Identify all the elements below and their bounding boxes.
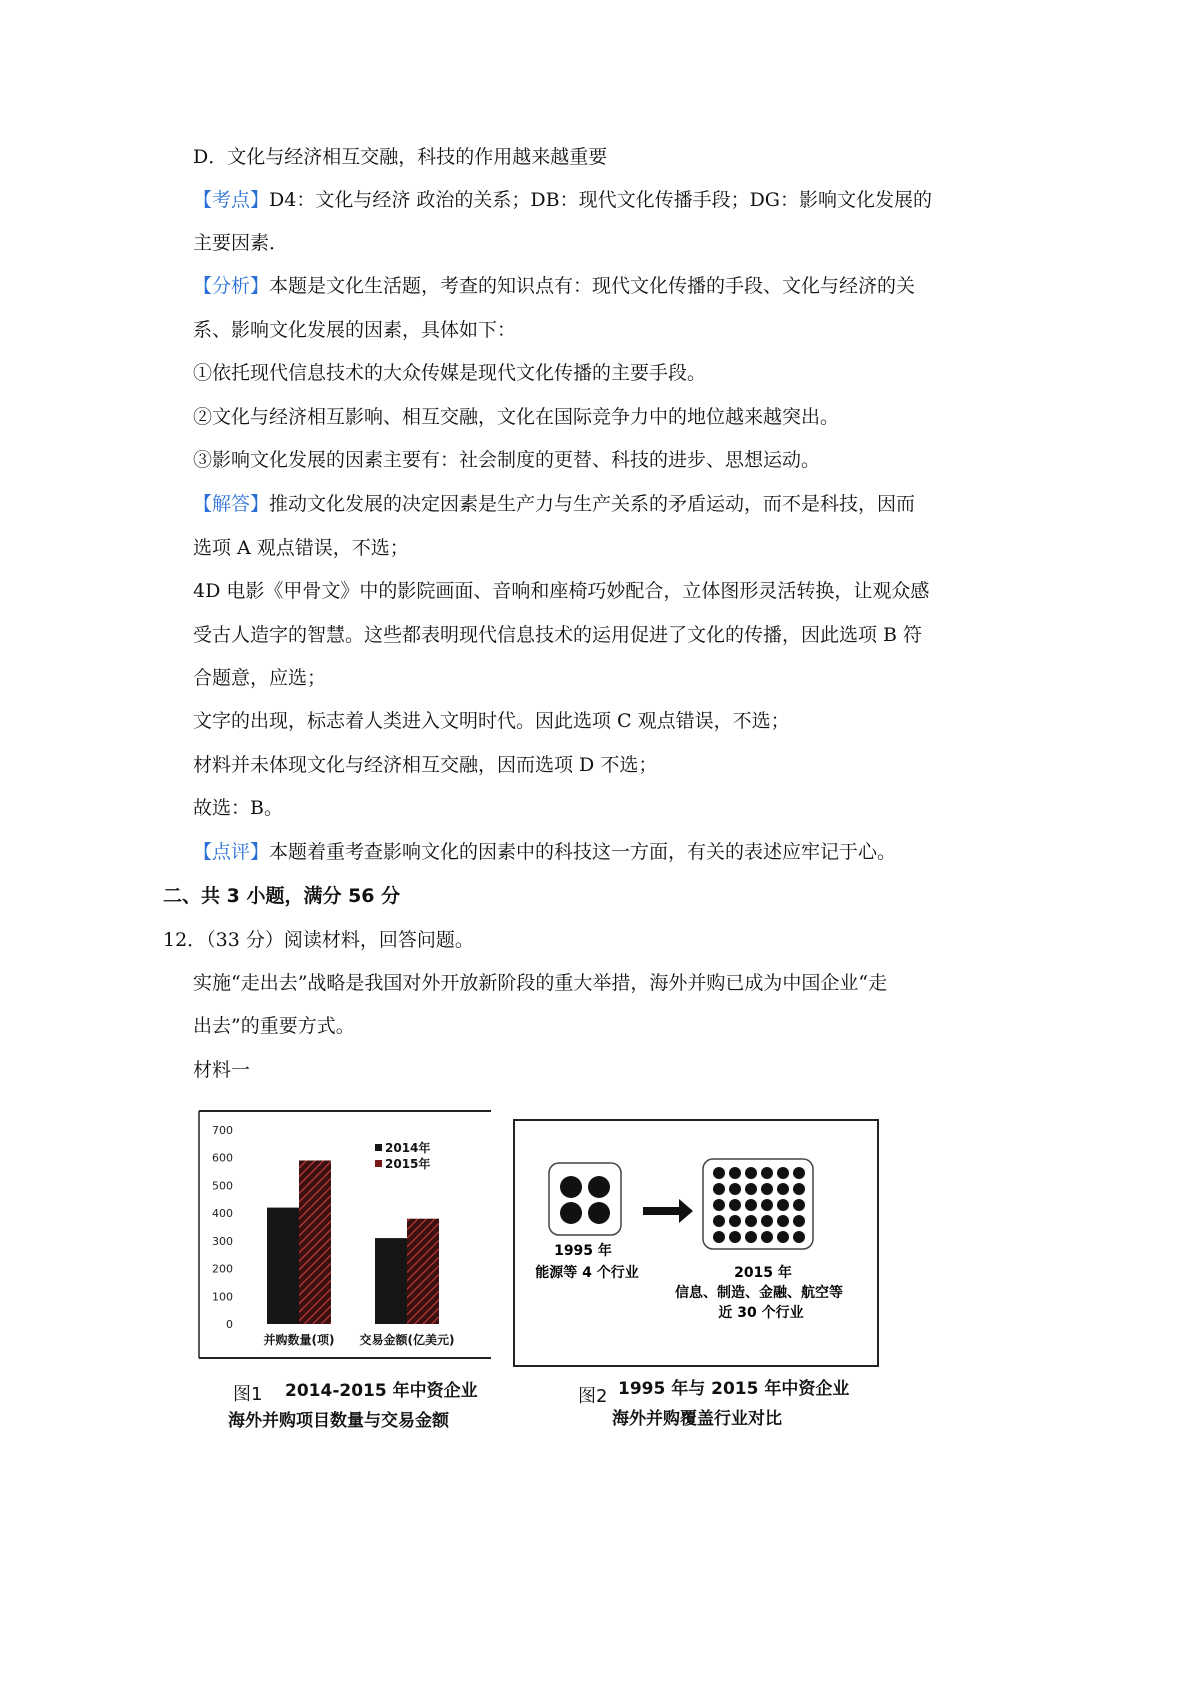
kaodian-tag: 【考点】: [193, 189, 270, 211]
dot: [761, 1199, 773, 1211]
para-c: 文字的出现，标志着人类进入文明时代。因此选项 C 观点错误，不选；: [193, 710, 790, 732]
dot: [745, 1215, 757, 1227]
section-heading: 二、共 3 小题，满分 56 分: [163, 885, 401, 907]
figure-2-caption-1: 1995 年与 2015 年中资企业: [618, 1379, 850, 1399]
category-label: 并购数量(项): [263, 1333, 335, 1347]
category-label: 交易金额(亿美元): [359, 1333, 455, 1347]
para-4d-1: 4D 电影《甲骨文》中的影院画面、音响和座椅巧妙配合，立体图形灵活转换，让观众感: [193, 580, 930, 602]
y-tick-label: 200: [212, 1262, 233, 1276]
fenxi-text: 本题是文化生活题，考查的知识点有：现代文化传播的手段、文化与经济的关: [269, 275, 916, 297]
dot: [745, 1199, 757, 1211]
dot: [588, 1176, 610, 1198]
jieda-text: 推动文化发展的决定因素是生产力与生产关系的矛盾运动，而不是科技，因而: [269, 493, 916, 515]
jieda-cont: 选项 A 观点错误，不选；: [193, 537, 409, 559]
fenxi-cont: 系、影响文化发展的因素，具体如下：: [193, 319, 517, 341]
dot: [729, 1215, 741, 1227]
legend-swatch: [375, 1144, 382, 1151]
dot: [588, 1202, 610, 1224]
point-2: ②文化与经济相互影响、相互交融，文化在国际竞争力中的地位越来越突出。: [193, 406, 840, 428]
dot: [713, 1231, 725, 1243]
para-4d-3: 合题意，应选；: [193, 667, 327, 689]
dot: [761, 1183, 773, 1195]
jieda-line: [193, 492, 915, 516]
point-1: ①依托现代信息技术的大众传媒是现代文化传播的主要手段。: [193, 362, 707, 384]
para-4d-2: 受古人造字的智慧。这些都表明现代信息技术的运用促进了文化的传播，因此选项 B 符: [193, 624, 923, 646]
label-2015-year: 2015 年: [734, 1265, 792, 1281]
figure-1-number: 图1: [233, 1384, 263, 1405]
industry-diagram: [515, 1121, 877, 1365]
legend-label: 2014年: [385, 1141, 431, 1155]
legend-label: 2015年: [385, 1157, 431, 1171]
figure-1-caption-1: 2014-2015 年中资企业: [285, 1381, 478, 1401]
figure-2-caption-2: 海外并购覆盖行业对比: [612, 1409, 782, 1429]
para-d: 材料并未体现文化与经济相互交融，因而选项 D 不选；: [193, 754, 658, 776]
box-1995: [549, 1163, 621, 1235]
dot: [713, 1183, 725, 1195]
dot: [745, 1183, 757, 1195]
dianping-text: 本题着重考查影响文化的因素中的科技这一方面，有关的表述应牢记于心。: [269, 841, 897, 863]
y-tick-label: 100: [212, 1290, 233, 1304]
label-2015-desc-1: 信息、制造、金融、航空等: [675, 1285, 843, 1301]
dot: [793, 1183, 805, 1195]
question-12: 12．（33 分）阅读材料，回答问题。: [163, 929, 474, 951]
dot: [777, 1231, 789, 1243]
bar-2015: [407, 1219, 439, 1324]
dot: [761, 1167, 773, 1179]
option-d: D．文化与经济相互交融，科技的作用越来越重要: [193, 146, 608, 168]
dot: [793, 1199, 805, 1211]
fenxi-tag: 【分析】: [193, 275, 270, 297]
dot: [777, 1199, 789, 1211]
dianping-tag: 【点评】: [193, 841, 270, 863]
dot: [729, 1183, 741, 1195]
y-tick-label: 300: [212, 1234, 233, 1248]
arrow-right-icon: [643, 1199, 693, 1223]
dot: [793, 1231, 805, 1243]
dianping-line: [193, 840, 896, 864]
dot: [560, 1202, 582, 1224]
dot: [560, 1176, 582, 1198]
bar-2014: [375, 1238, 407, 1324]
dot: [777, 1183, 789, 1195]
dot: [745, 1167, 757, 1179]
y-tick-label: 0: [226, 1318, 233, 1331]
dot: [777, 1167, 789, 1179]
dot: [713, 1215, 725, 1227]
figure-1-chart: [197, 1108, 493, 1360]
dot: [777, 1215, 789, 1227]
dot: [729, 1199, 741, 1211]
point-3: ③影响文化发展的因素主要有：社会制度的更替、科技的进步、思想运动。: [193, 449, 821, 471]
bar-2015: [299, 1160, 331, 1324]
dot: [761, 1231, 773, 1243]
figure-2-number: 图2: [578, 1386, 608, 1407]
dot: [713, 1167, 725, 1179]
y-tick-label: 500: [212, 1179, 233, 1193]
y-tick-label: 600: [212, 1151, 233, 1165]
label-2015-desc-2: 近 30 个行业: [718, 1305, 804, 1321]
kaodian-cont: 主要因素．: [193, 232, 289, 254]
figure-2-panel: [513, 1119, 879, 1367]
material-intro-2: 出去”的重要方式。: [193, 1015, 355, 1037]
bar-chart: [197, 1108, 493, 1360]
y-tick-label: 700: [212, 1124, 233, 1137]
kaodian-text: D4：文化与经济 政治的关系；DB：现代文化传播手段；DG：影响文化发展的: [269, 189, 932, 211]
final-answer: 故选：B。: [193, 797, 283, 819]
label-1995-desc: 能源等 4 个行业: [535, 1265, 639, 1281]
dot: [793, 1215, 805, 1227]
dot: [729, 1167, 741, 1179]
label-1995-year: 1995 年: [554, 1243, 612, 1259]
kaodian-line: [193, 188, 932, 212]
material-1-label: 材料一: [193, 1059, 251, 1081]
legend-swatch: [375, 1160, 382, 1167]
dot: [793, 1167, 805, 1179]
dot: [729, 1231, 741, 1243]
dot: [745, 1231, 757, 1243]
material-intro-1: 实施“走出去”战略是我国对外开放新阶段的重大举措，海外并购已成为中国企业“走: [193, 972, 888, 994]
dot: [713, 1199, 725, 1211]
fenxi-line: [193, 274, 915, 298]
jieda-tag: 【解答】: [193, 493, 270, 515]
figure-1-caption-2: 海外并购项目数量与交易金额: [228, 1411, 449, 1431]
bar-2014: [267, 1208, 299, 1324]
dot: [761, 1215, 773, 1227]
y-tick-label: 400: [212, 1207, 233, 1221]
